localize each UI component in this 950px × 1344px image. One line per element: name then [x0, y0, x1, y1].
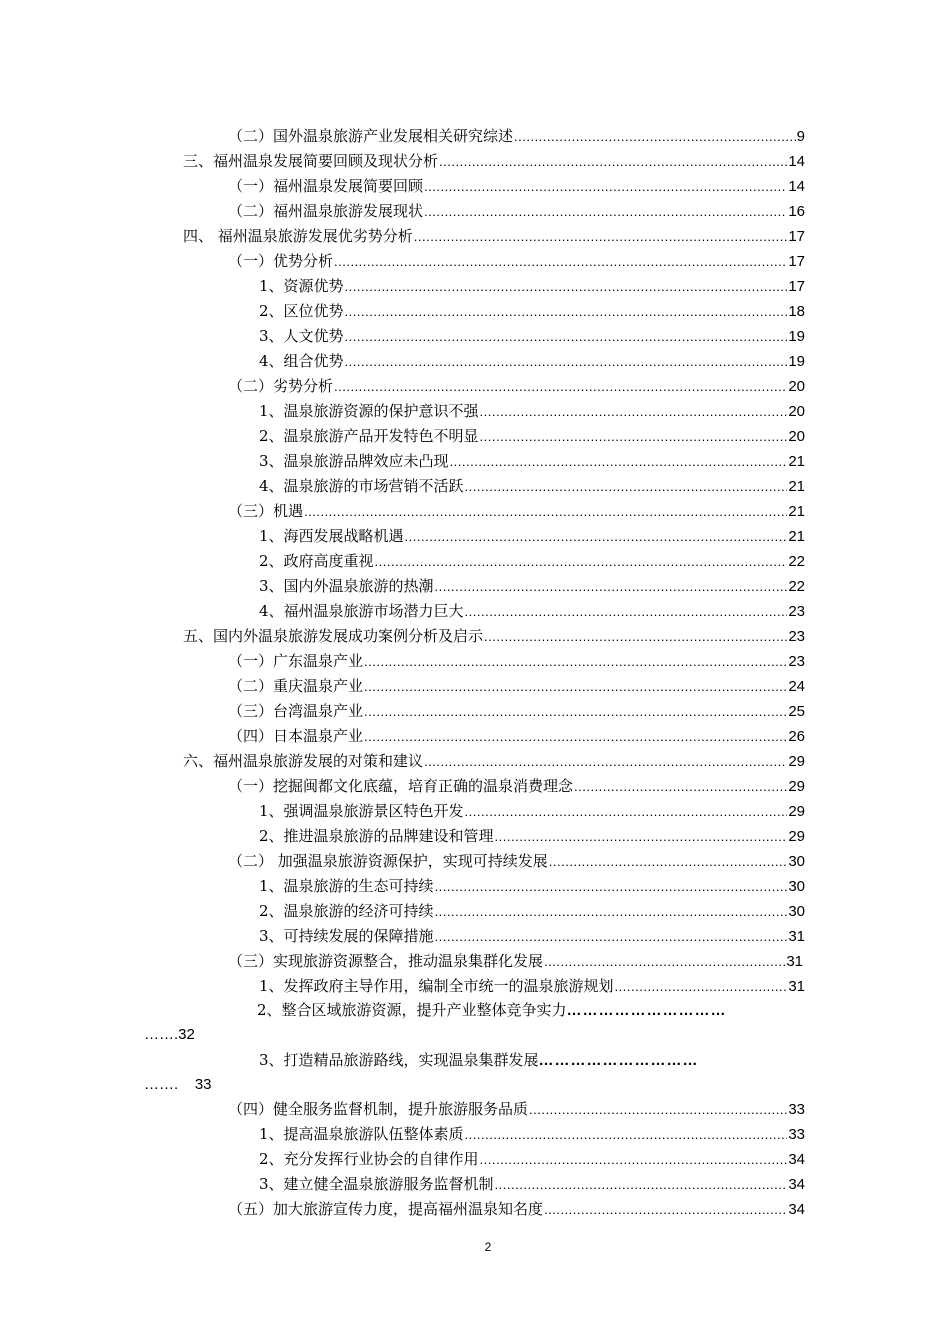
dot-leader	[345, 275, 788, 299]
toc-entry	[259, 399, 805, 423]
toc-entry-page: 31	[786, 953, 803, 970]
toc-entry-page: 22	[788, 578, 805, 595]
dot-leader	[549, 850, 788, 874]
toc-entry	[228, 949, 803, 973]
toc-entry	[228, 174, 805, 198]
toc-entry	[228, 1097, 805, 1121]
toc-entry	[259, 349, 805, 373]
dot-leader	[439, 150, 787, 174]
toc-entry-page: 21	[788, 478, 805, 495]
dot-leader	[544, 1198, 787, 1222]
toc-entry-title: （一）福州温泉发展简要回顾	[228, 177, 424, 195]
toc-entry-title: （三）台湾温泉产业	[228, 702, 364, 720]
toc-entry-page: 21	[788, 528, 805, 545]
toc-entry	[259, 824, 805, 848]
toc-entry-title: 1、发挥政府主导作用，编制全市统一的温泉旅游规划	[259, 977, 614, 995]
toc-entry-page: 30	[788, 903, 805, 920]
toc-entry-page: 25	[788, 703, 805, 720]
toc-entry-title: 3、打造精品旅游路线，实现温泉集群发展	[259, 1051, 539, 1069]
dot-leader	[334, 250, 787, 274]
toc-entry	[259, 874, 805, 898]
dot-leader	[424, 175, 787, 199]
dot-leader	[405, 525, 788, 549]
toc-entry-page: 23	[788, 628, 805, 645]
toc-entry	[259, 474, 805, 498]
toc-entry-page: 17	[788, 253, 805, 270]
toc-entry	[259, 799, 805, 823]
toc-entry	[183, 224, 805, 248]
toc-entry-title: （二）重庆温泉产业	[228, 677, 364, 695]
dot-leader	[514, 125, 796, 149]
dot-leader	[465, 475, 788, 499]
toc-entry	[228, 699, 805, 723]
toc-entry-title: 2、区位优势	[259, 302, 344, 320]
dot-leader	[450, 450, 788, 474]
dot-leader	[364, 675, 787, 699]
toc-entry-page: 18	[788, 303, 805, 320]
toc-entry-title: （一）挖掘闽都文化底蕴，培育正确的温泉消费理念	[228, 777, 574, 795]
dot-leader	[544, 950, 785, 974]
toc-entry	[183, 149, 805, 173]
toc-entry-title: 1、强调温泉旅游景区特色开发	[259, 802, 464, 820]
toc-entry-title: 三、福州温泉发展简要回顾及现状分析	[183, 152, 439, 170]
dot-leader	[435, 875, 788, 899]
toc-entry-title: 1、海西发展战略机遇	[259, 527, 404, 545]
toc-entry-page: 31	[788, 928, 805, 945]
dot-leader	[364, 725, 787, 749]
toc-entry-title: 2、整合区域旅游资源，提升产业整体竞争实力	[257, 1001, 567, 1019]
dot-leader	[480, 1148, 788, 1172]
dot-leader	[375, 550, 788, 574]
toc-entry-title: 2、温泉旅游产品开发特色不明显	[259, 427, 479, 445]
toc-entry-page: 23	[788, 653, 805, 670]
toc-entry-page: 33	[788, 1101, 805, 1118]
dot-leader	[495, 825, 788, 849]
toc-entry-title: （二）国外温泉旅游产业发展相关研究综述	[228, 127, 514, 145]
toc-entry-page: 17	[788, 228, 805, 245]
dot-leader	[480, 425, 788, 449]
toc-entry	[259, 899, 805, 923]
toc-entry	[259, 1122, 805, 1146]
dot-leader: …………………………	[538, 1052, 699, 1069]
toc-entry-title: （四）日本温泉产业	[228, 727, 364, 745]
toc-entry-page: 9	[796, 128, 805, 145]
dot-leader	[364, 650, 787, 674]
toc-entry-title: （一）广东温泉产业	[228, 652, 364, 670]
toc-entry-title: 1、资源优势	[259, 277, 344, 295]
toc-entry-title: 五、国内外温泉旅游发展成功案例分析及启示	[183, 627, 484, 645]
toc-entry-title: 2、充分发挥行业协会的自律作用	[259, 1150, 479, 1168]
toc-entry	[228, 499, 805, 523]
toc-entry-page: 24	[788, 678, 805, 695]
toc-entry	[228, 724, 805, 748]
dot-leader	[424, 200, 787, 224]
toc-entry-title: （三）机遇	[228, 502, 304, 520]
dot-leader	[435, 575, 788, 599]
toc-entry-title: 2、推进温泉旅游的品牌建设和管理	[259, 827, 494, 845]
toc-entry-title: 4、温泉旅游的市场营销不活跃	[259, 477, 464, 495]
toc-entry	[259, 924, 805, 948]
toc-entry-title: （二） 加强温泉旅游资源保护，实现可持续发展	[228, 852, 548, 870]
toc-entry-continuation: …….32	[144, 1026, 195, 1043]
toc-entry	[259, 299, 805, 323]
toc-entry-title: 3、建立健全温泉旅游服务监督机制	[259, 1175, 494, 1193]
toc-entry-page: 30	[788, 878, 805, 895]
toc-entry-title: 1、提高温泉旅游队伍整体素质	[259, 1125, 464, 1143]
toc-entry	[228, 649, 805, 673]
dot-leader	[435, 925, 788, 949]
toc-entry-title: （一）优势分析	[228, 252, 334, 270]
toc-entry-continuation: ……. 33	[144, 1076, 212, 1093]
toc-entry-page: 14	[788, 153, 805, 170]
toc-entry-title: 2、温泉旅游的经济可持续	[259, 902, 434, 920]
toc-entry-page: 29	[788, 803, 805, 820]
toc-entry-page: 14	[788, 178, 805, 195]
dot-leader	[484, 625, 787, 649]
dot-leader	[435, 900, 788, 924]
toc-entry-page: 16	[788, 203, 805, 220]
dot-leader	[414, 225, 788, 249]
toc-entry-wrapped	[257, 998, 727, 1023]
toc-entry-page: 30	[788, 853, 805, 870]
toc-entry-page: 19	[788, 353, 805, 370]
page-number: 2	[484, 1240, 492, 1254]
toc-entry-title: 四、 福州温泉旅游发展优劣势分析	[183, 227, 413, 245]
dot-leader	[495, 1173, 788, 1197]
toc-entry-page: 21	[788, 453, 805, 470]
toc-entry-page: 34	[788, 1201, 805, 1218]
toc-entry	[183, 624, 805, 648]
toc-entry-wrapped	[259, 1048, 699, 1073]
toc-entry-page: 33	[788, 1126, 805, 1143]
toc-entry	[228, 374, 805, 398]
toc-entry	[259, 974, 805, 998]
toc-entry-title: （四）健全服务监督机制，提升旅游服务品质	[228, 1100, 529, 1118]
toc-entry	[259, 574, 805, 598]
toc-entry	[228, 1197, 805, 1221]
toc-entry-page: 20	[788, 378, 805, 395]
toc-entry-title: 3、国内外温泉旅游的热潮	[259, 577, 434, 595]
dot-leader	[424, 750, 787, 774]
toc-entry-title: （二）福州温泉旅游发展现状	[228, 202, 424, 220]
toc-entry	[259, 524, 805, 548]
dot-leader	[304, 500, 787, 524]
toc-entry-page: 34	[788, 1176, 805, 1193]
toc-entry	[228, 674, 805, 698]
toc-entry-page: 20	[788, 428, 805, 445]
toc-entry	[228, 249, 805, 273]
toc-entry-page: 21	[788, 503, 805, 520]
toc-entry	[228, 199, 805, 223]
toc-entry-page: 19	[788, 328, 805, 345]
toc-entry-page: 26	[788, 728, 805, 745]
toc-entry-title: （三）实现旅游资源整合，推动温泉集群化发展	[228, 952, 544, 970]
dot-leader	[465, 600, 788, 624]
toc-entry-page: 29	[788, 753, 805, 770]
toc-entry-page: 29	[788, 828, 805, 845]
toc-entry-title: （五）加大旅游宣传力度，提高福州温泉知名度	[228, 1200, 544, 1218]
toc-entry-title: 4、福州温泉旅游市场潜力巨大	[259, 602, 464, 620]
dot-leader	[334, 375, 787, 399]
toc-entry-title: 1、温泉旅游资源的保护意识不强	[259, 402, 479, 420]
toc-entry-page: 23	[788, 603, 805, 620]
toc-entry-title: 2、政府高度重视	[259, 552, 374, 570]
toc-entry	[259, 599, 805, 623]
toc-entry	[259, 424, 805, 448]
dot-leader	[364, 700, 787, 724]
toc-entry	[259, 1172, 805, 1196]
toc-entry	[259, 274, 805, 298]
toc-entry-title: 六、福州温泉旅游发展的对策和建议	[183, 752, 424, 770]
toc-entry-page: 17	[788, 278, 805, 295]
dot-leader: …………………………	[566, 1002, 727, 1019]
toc-entry-page: 34	[788, 1151, 805, 1168]
toc-entry-title: 4、组合优势	[259, 352, 344, 370]
dot-leader	[465, 1123, 788, 1147]
toc-entry	[259, 324, 805, 348]
toc-entry-title: 1、温泉旅游的生态可持续	[259, 877, 434, 895]
toc-entry-title: 3、人文优势	[259, 327, 344, 345]
toc-entry	[259, 1147, 805, 1171]
dot-leader	[480, 400, 788, 424]
toc-entry-page: 22	[788, 553, 805, 570]
toc-entry-title: 3、可持续发展的保障措施	[259, 927, 434, 945]
toc-entry	[183, 749, 805, 773]
toc-entry	[259, 449, 805, 473]
dot-leader	[465, 800, 788, 824]
toc-entry	[228, 849, 805, 873]
dot-leader	[345, 300, 788, 324]
toc-entry	[228, 124, 805, 148]
dot-leader	[529, 1098, 787, 1122]
dot-leader	[574, 775, 787, 799]
toc-entry-page: 29	[788, 778, 805, 795]
toc-entry	[259, 549, 805, 573]
dot-leader	[345, 325, 788, 349]
dot-leader	[345, 350, 788, 374]
toc-entry-page: 31	[788, 978, 805, 995]
toc-entry-title: （二）劣势分析	[228, 377, 334, 395]
toc-entry	[228, 774, 805, 798]
toc-entry-title: 3、温泉旅游品牌效应未凸现	[259, 452, 449, 470]
toc-entry-page: 20	[788, 403, 805, 420]
dot-leader	[615, 975, 788, 999]
